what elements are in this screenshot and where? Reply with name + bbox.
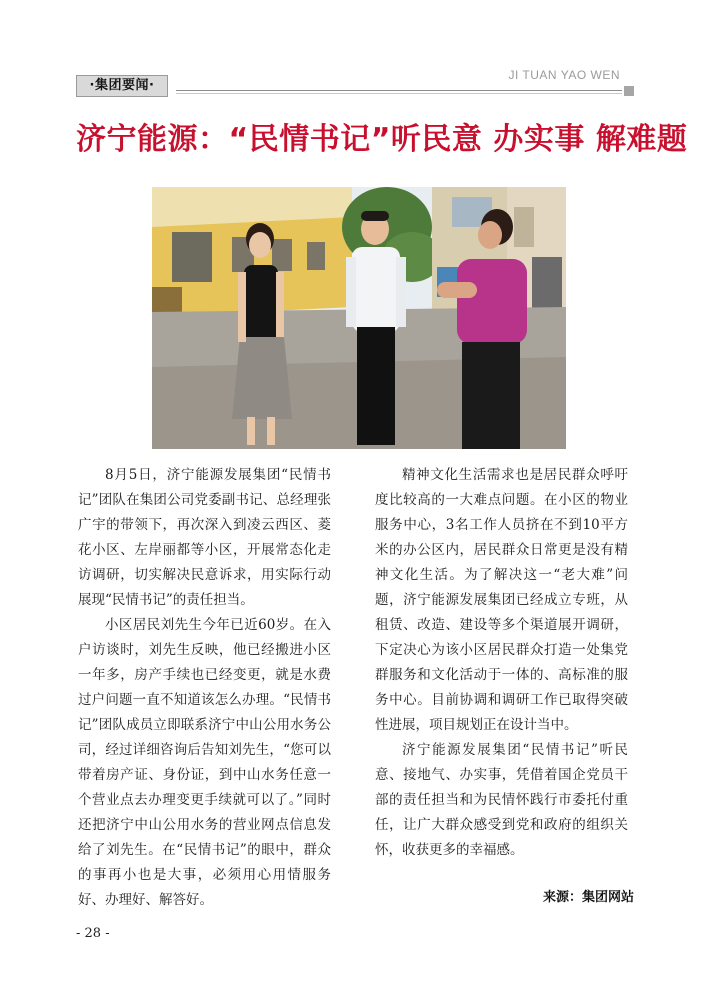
paragraph: 精神文化生活需求也是居民群众呼吁度比较高的一大难点问题。在小区的物业服务中心，3名工作人员挤在不到10平方米的办公区内，居民群众日常更是没有精神文化生活。为了解决这一“老大难”问题，济宁能源发展集团已经成立专班，从租赁、改造、建设等多个渠道展开调研，下定决心为该小区居民群众打造一处集党群服务和文化活动于一体的、高标准的服务中心。目前协调和调研工作已取得突破性进展，项目规划正在设计当中。 [375,467,628,733]
paragraph: 小区居民刘先生今年已近60岁。在入户访谈时，刘先生反映，他已经搬进小区一年多，房产手续也已经变更，就是水费过户问题一直不知道该怎么办理。“民情书记”团队成员立即联系济宁中山公用水务公司，经过详细咨询后告知刘先生，“您可以带着房产证、身份证，到中山水务任意一个营业点去办理变更手续就可以了。”同时还把济宁中山公用水务的营业网点信息发给了刘先生。在“民情书记”的眼中，群众的事再小也是大事，必须用心用情服务好、办理好、解答好。 [78,617,331,908]
article-column-left [78,463,331,913]
header-rule [176,90,622,91]
article-column-right [375,463,628,863]
header-rule-thin [176,93,622,94]
article-title: 济宁能源：“民情书记”听民意 办实事 解难题 [76,122,688,157]
page-number: - 28 - [76,926,110,941]
article-source: 来源：集团网站 [542,890,634,905]
section-tag: ·集团要闻· [76,75,168,97]
article-photo [152,187,566,449]
header-square [624,86,634,96]
section-english: JI TUAN YAO WEN [508,68,620,82]
paragraph: 8月5日，济宁能源发展集团“民情书记”团队在集团公司党委副书记、总经理张广宇的带领下，再次深入到凌云西区、菱花小区、左岸丽都等小区，开展常态化走访调研，切实解决民意诉求，用实际行动展现“民情书记”的责任担当。 [78,467,331,608]
paragraph: 济宁能源发展集团“民情书记”听民意、接地气、办实事，凭借着国企党员干部的责任担当和为民情怀践行市委托付重任，让广大群众感受到党和政府的组织关怀，收获更多的幸福感。 [375,742,628,858]
